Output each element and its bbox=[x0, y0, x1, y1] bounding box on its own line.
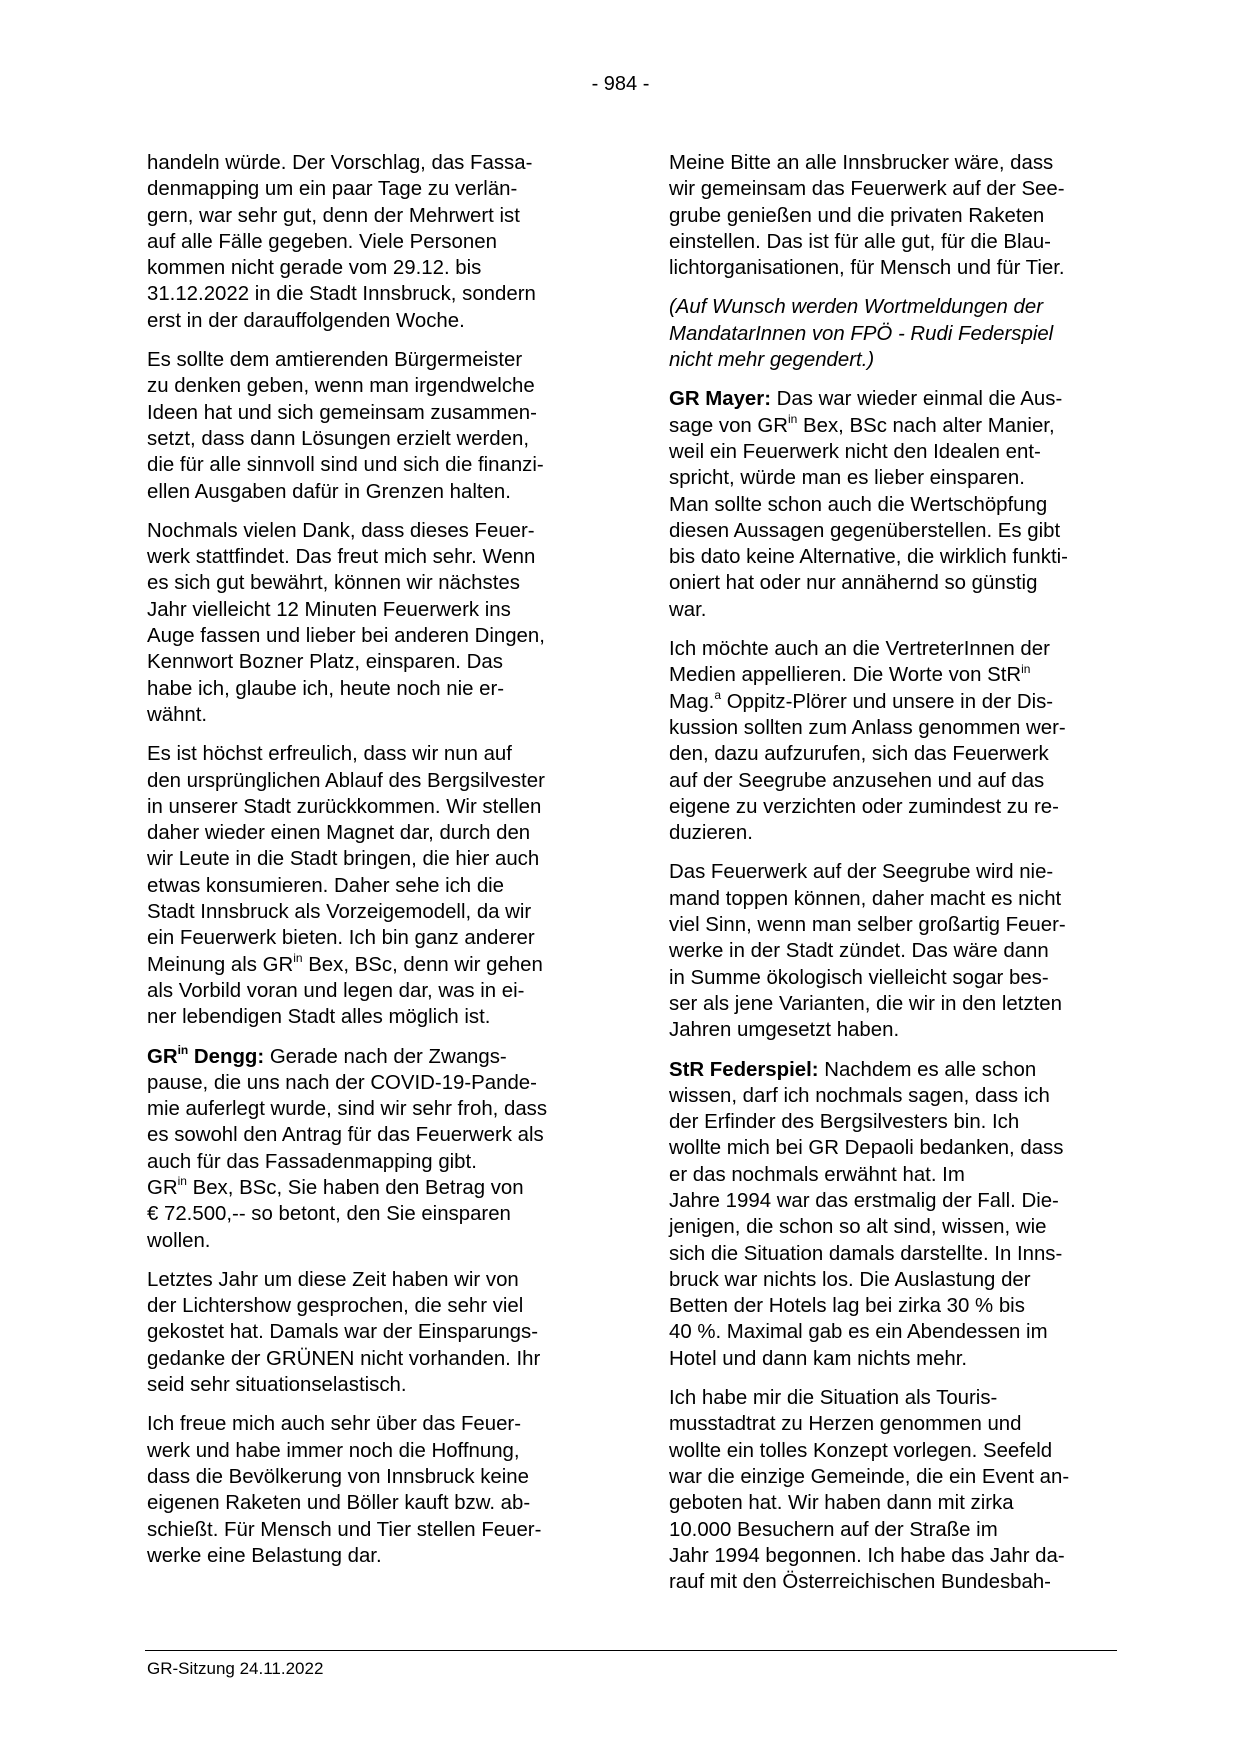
speaker-name: GR Mayer: bbox=[669, 388, 771, 411]
paragraph: Ich freue mich auch sehr über das Feuer- werk und habe immer noch die Hoffnung, dass die Bevölkerung von Innsbruck keine eigenen Raketen und Böller kauft bzw. ab- schießt. Für Mensch und Tier stellen Feuer- werke eine Belastung dar. bbox=[147, 1413, 542, 1567]
paragraph: Es sollte dem amtierenden Bürgermeister zu denken geben, wenn man irgendwelche Ideen hat und sich gemeinsam zusammen- setzt, dass dann Lösungen erzielt werden, die für alle sinnvoll sind und sich die finanzi- ellen Ausgaben dafür in Grenzen halten. bbox=[147, 349, 544, 503]
paragraph: Das Feuerwerk auf der Seegrube wird nie- mand toppen können, daher macht es nicht viel Sinn, wenn man selber großartig Feuer- werke in der Stadt zündet. Das wäre dann in Summe ökologisch vielleicht sogar bes- ser als jene Varianten, die wir in den letzten Jahren umgesetzt haben. bbox=[669, 861, 1066, 1042]
paragraph: Ich habe mir die Situation als Touris- musstadtrat zu Herzen genommen und wollte ein tolles Konzept vorlegen. Seefeld war die einzige Gemeinde, die ein Event an- geboten hat. Wir haben dann mit zirka 10.000 Besuchern auf der Straße im Jahr 1994 begonnen. Ich habe das Jahr da- rauf mit den Österreichischen Bundesbah- bbox=[669, 1387, 1070, 1594]
speech-federspiel: StR Federspiel: Nachdem es alle schon wissen, darf ich nochmals sagen, dass ich der Erfinder des Bergsilvesters bin. Ich wollte mich bei GR Depaoli bedanken, dass er das nochmals erwähnt hat. Im Jahre 1994 war das erstmalig der Fall. Die- jenigen, die schon so alt sind, wissen, wie sich die Situation damals darstellte. In Inns- bruck war nichts los. Die Auslastung der Betten der Hotels lag bei zirka 30 % bis 40 %. Maximal gab es ein Abendessen im Hotel und dann kam nichts mehr. bbox=[669, 1058, 1064, 1370]
left-column bbox=[147, 150, 597, 1582]
paragraph: Letztes Jahr um diese Zeit haben wir von der Lichtershow gesprochen, die sehr viel gekostet hat. Damals war der Einsparungs- gedanke der GRÜNEN nicht vorhanden. Ihr seid sehr situationselastisch. bbox=[147, 1268, 541, 1397]
speaker-name: StR Federspiel: bbox=[669, 1058, 819, 1081]
page-number: - 984 - bbox=[591, 73, 650, 95]
paragraph: Es ist höchst erfreulich, dass wir nun auf den ursprünglichen Ablauf des Bergsilvester in unserer Stadt zurückkommen. Wir stellen daher wieder einen Magnet dar, durch den wir Leute in die Stadt bringen, die hier auch etwas konsumieren. Daher sehe ich die Stadt Innsbruck als Vorzeigemodell, da wir ein Feuerwerk bieten. Ich bin ganz anderer Meinung als $GR^{in}$ Bex, BSc, denn wir gehen als Vorbild voran und legen dar, was in ei- ner lebendigen Stadt alles möglich ist. bbox=[147, 743, 545, 1029]
footer-text: GR-Sitzung 24.11.2022 bbox=[147, 1659, 324, 1678]
paragraph: Ich möchte auch an die VertreterInnen der Medien appellieren. Die Worte von StR$^{in}$ Mag.$^a$ Oppitz-Plörer und unsere in der Dis- kussion sollten zum Anlass genommen wer- den, dazu aufzurufen, sich das Feuerwerk auf der Seegrube anzusehen und auf das eigene zu verzichten oder zumindest zu re- duzieren. bbox=[669, 638, 1066, 845]
editorial-note: (Auf Wunsch werden Wortmeldungen der MandatarInnen von FPÖ - Rudi Federspiel nicht mehr gegendert.) bbox=[669, 296, 1054, 372]
paragraph: Meine Bitte an alle Innsbrucker wäre, dass wir gemeinsam das Feuerwerk auf der See- grube genießen und die privaten Raketen einstellen. Das ist für alle gut, für die Blau- lichtorganisationen, für Mensch und für Tier. bbox=[669, 152, 1065, 280]
speech-dengg: $GR^{in}$ Dengg: Gerade nach der Zwangs- pause, die uns nach der COVID-19-Pande- mie auferlegt wurde, sind wir sehr froh, dass es sowohl den Antrag für das Feuerwerk als auch für das Fassadenmapping gibt. $GR^{in}$ Bex, BSc, Sie haben den Betrag von € 72.500,-- so betont, den Sie einsparen wollen. bbox=[147, 1042, 548, 1252]
speech-mayer: GR Mayer: Das war wieder einmal die Aus- sage von $GR^{in}$ Bex, BSc nach alter Manier, weil ein Feuerwerk nicht den Idealen ent- spricht, würde man es lieber einsparen. Man sollte schon auch die Wertschöpfung diesen Aussagen gegenüberstellen. Es gibt bis dato keine Alternative, die wirklich funkti- oniert hat oder nur annähernd so günstig war. bbox=[669, 388, 1068, 621]
paragraph: Nochmals vielen Dank, dass dieses Feuer- werk stattfindet. Das freut mich sehr. Wenn es sich gut bewährt, können wir nächstes Jahr vielleicht 12 Minuten Feuerwerk ins Auge fassen und lieber bei anderen Dingen, Kennwort Bozner Platz, einsparen. Das habe ich, glaube ich, heute noch nie er- wähnt. bbox=[147, 519, 545, 726]
right-column bbox=[669, 150, 1119, 1608]
paragraph: handeln würde. Der Vorschlag, das Fassa- denmapping um ein paar Tage zu verlän- gern, war sehr gut, denn der Mehrwert ist auf alle Fälle gegeben. Viele Personen kommen nicht gerade vom 29.12. bis 31.12.2022 in die Stadt Innsbruck, sondern erst in der darauffolgenden Woche. bbox=[147, 152, 536, 332]
footer-divider bbox=[145, 1650, 1117, 1651]
speaker-name: $GR^{in}$ Dengg: bbox=[147, 1042, 265, 1068]
